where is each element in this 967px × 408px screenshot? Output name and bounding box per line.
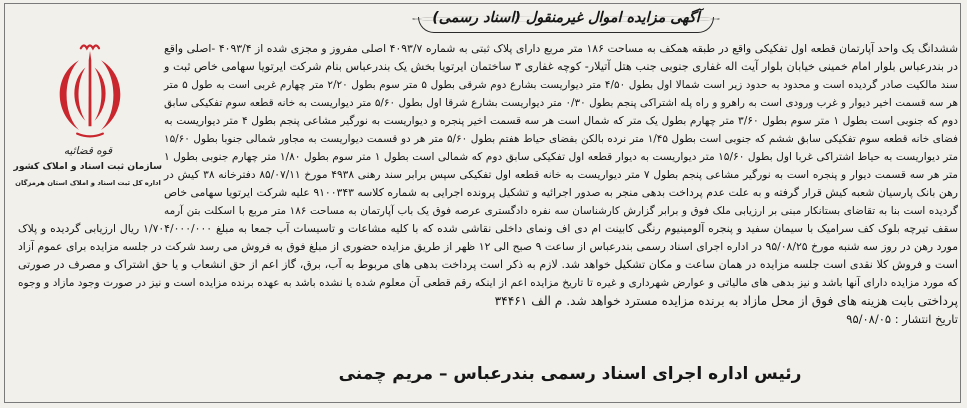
notice-body-line: متر دیواریست به حیاط اشتراکی غربا اول بطول ۱۵/۶۰ متر دیواریست به دیوار قطعه اول تفکیکی سابق دوم که شمالی است بطول ۱ متر سوم بطول ۱/۸۰ متر چهارم جنوبی بطول ۱ (164, 151, 959, 163)
notice-body-line: سقف تیرچه بلوک کف سرامیک با سیمان سفید و پنجره آلومینیوم رنگی کابینت ام دی اف ونمای داخلی نقاشی شده که با کلیه مشاعات و تاسیسات آب جمعا به مبلغ ۱/۷۰۴/۰۰۰/۰۰۰ ریال ارزیابی گردیده و پلاک (18, 222, 958, 235)
notice-body-line: سند مالکیت صادر گردیده است و محدود به حدود زیر است شمالا اول بطول ۴/۵۰ متر دیواریست بشارع دوم شرقی بطول ۵ متر سوم بطول ۲/۲۰ متر چهارم غربی است به طول ۵ متر (164, 79, 958, 91)
organization-label: سازمان ثبت اسناد و املاک کشور (13, 161, 162, 172)
notice-body-line: در بندرعباس بلوار امام خمینی خیابان بلوار آیت اله غفاری جنوبی جنب هتل آتیلار- کوچه غفاری ۳ ساختمان ایرتویا بخش یک بندرعباس بنام شرکت ایرتویا سهامی خاص ثبت و (164, 60, 958, 73)
notice-body-upper (164, 40, 958, 220)
notice-body-line: هر سه قسمت اخیر دیوار و غرب ورودی است به راهرو و راه پله اشتراکی پنجم بطول ۰/۳۰ متر دیواریست بشارع شرقا اول بطول ۵/۶۰ متر دیواریست به خانه قطعه سوم تفکیکی سابق (164, 97, 958, 109)
notice-body-line: است و فروش کلا نقدی است جلسه مزایده در همان ساعت و مکان تشکیل خواهد شد. لازم به ذکر است پرداخت بدهی های مربوط به آب، برق، گاز اعم از حق انشعاب و یا حق اشتراک و مصرف در صورتی (18, 258, 958, 271)
notice-body-line: که مورد مزایده دارای آنها باشد و نیز بدهی های مالیاتی و عوارض شهرداری و غیره تا تاریخ مزایده اعم از اینکه رقم قطعی آن معلوم شده یا نشده باشد به عهده برنده مزایده است و نیز در صورت وجود مازاد و وجوه (18, 277, 958, 289)
notice-body-line: مورد رهن در روز سه شنبه مورخ ۹۵/۰۸/۲۵ در اداره اجرای اسناد رسمی بندرعباس از ساعت ۹ صبح الی ۱۲ ظهر از طریق مزایده حضوری از مبلغ فوق به فروش می رسد شرکت در جلسه مزایده برای عموم آزاد (18, 240, 959, 253)
notice-body-lower (18, 220, 958, 310)
notice-body-line: متر هر سه قسمت دیوار و پنجره است به نورگیر مشاعی پنجم بطول ۷ متر دیواریست به خانه قطعه اول تفکیکی سپس برابر سند رهنی ۴۹۳۸ مورخ ۸۵/۰۷/۱۱ دفترخانه ۳۸ کیش در (164, 169, 958, 181)
notice-body-line: گردیده است بنا به تقاضای بستانکار مبنی بر ارزیابی ملک فوق و برابر گزارش کارشناسان سه نفره دادگستری عرصه فوق یک باب آپارتمان به مساحت ۱۸۶ متر مربع با اسکلت بتن آرمه (164, 205, 958, 217)
title-banner (418, 4, 714, 35)
notice-body-line: پرداختی بابت هزینه های فوق از محل مازاد به برنده مزایده مسترد خواهد شد. م الف ۳۴۴۶۱ (494, 294, 958, 308)
department-label: اداره کل ثبت اسناد و املاک استان هرمزگان (15, 179, 161, 187)
publish-date (658, 310, 958, 328)
publish-date-label: تاریخ انتشار : (894, 312, 958, 326)
notice-body-line: فضای خانه قطعه سوم تفکیکی سابق ششم که جنوبی است بطول ۱/۴۵ متر نرده بالکن بفضای حیاط هفتم بطول ۵/۶۰ متر هر دو قسمت دیواریست به مجاور شمالی جنوبا بطول ۱۵/۶۰ (164, 133, 959, 145)
emblem-caption (14, 143, 162, 191)
notice-body-line: ششدانگ یک واحد آپارتمان قطعه اول تفکیکی واقع در طبقه همکف به مساحت ۱۸۶ متر مربع دارای پلاک ثبتی به شماره ۴۰۹۳/۷ اصلی مفروز و مجزی شده از ۴۰۹۳/۴ -اصلی واقع (164, 42, 959, 55)
judiciary-label: قوه قضائیه (63, 145, 113, 157)
notice-title: آگهی مزایده اموال غیرمنقول (اسناد رسمی) (432, 7, 700, 29)
publish-date-value: ۹۵/۰۸/۰۵ (846, 312, 892, 326)
notice-body-line: دوم که جنوبی است بطول ۱ متر سوم بطول ۳/۶۰ متر چهارم بطول یک متر که شمال است هر سه قسمت اخیر پنجره و دیواریست به نورگیر مشاعی پنجم بطول ۴ متر دیواریست به (164, 115, 959, 127)
notice-body-line: رهن بانک پارسیان شعبه کیش قرار گرفته و به علت عدم پرداخت بدهی منجر به صدور اجرائیه و تشکیل پرونده اجرایی به شماره کلاسه ۹۱۰۰۳۴۳ علیه شرکت ایرتویا سهامی خاص (164, 186, 959, 199)
signature: رئیس اداره اجرای اسناد رسمی بندرعباس – مریم چمنی (338, 364, 802, 384)
iran-emblem-icon (44, 40, 136, 141)
